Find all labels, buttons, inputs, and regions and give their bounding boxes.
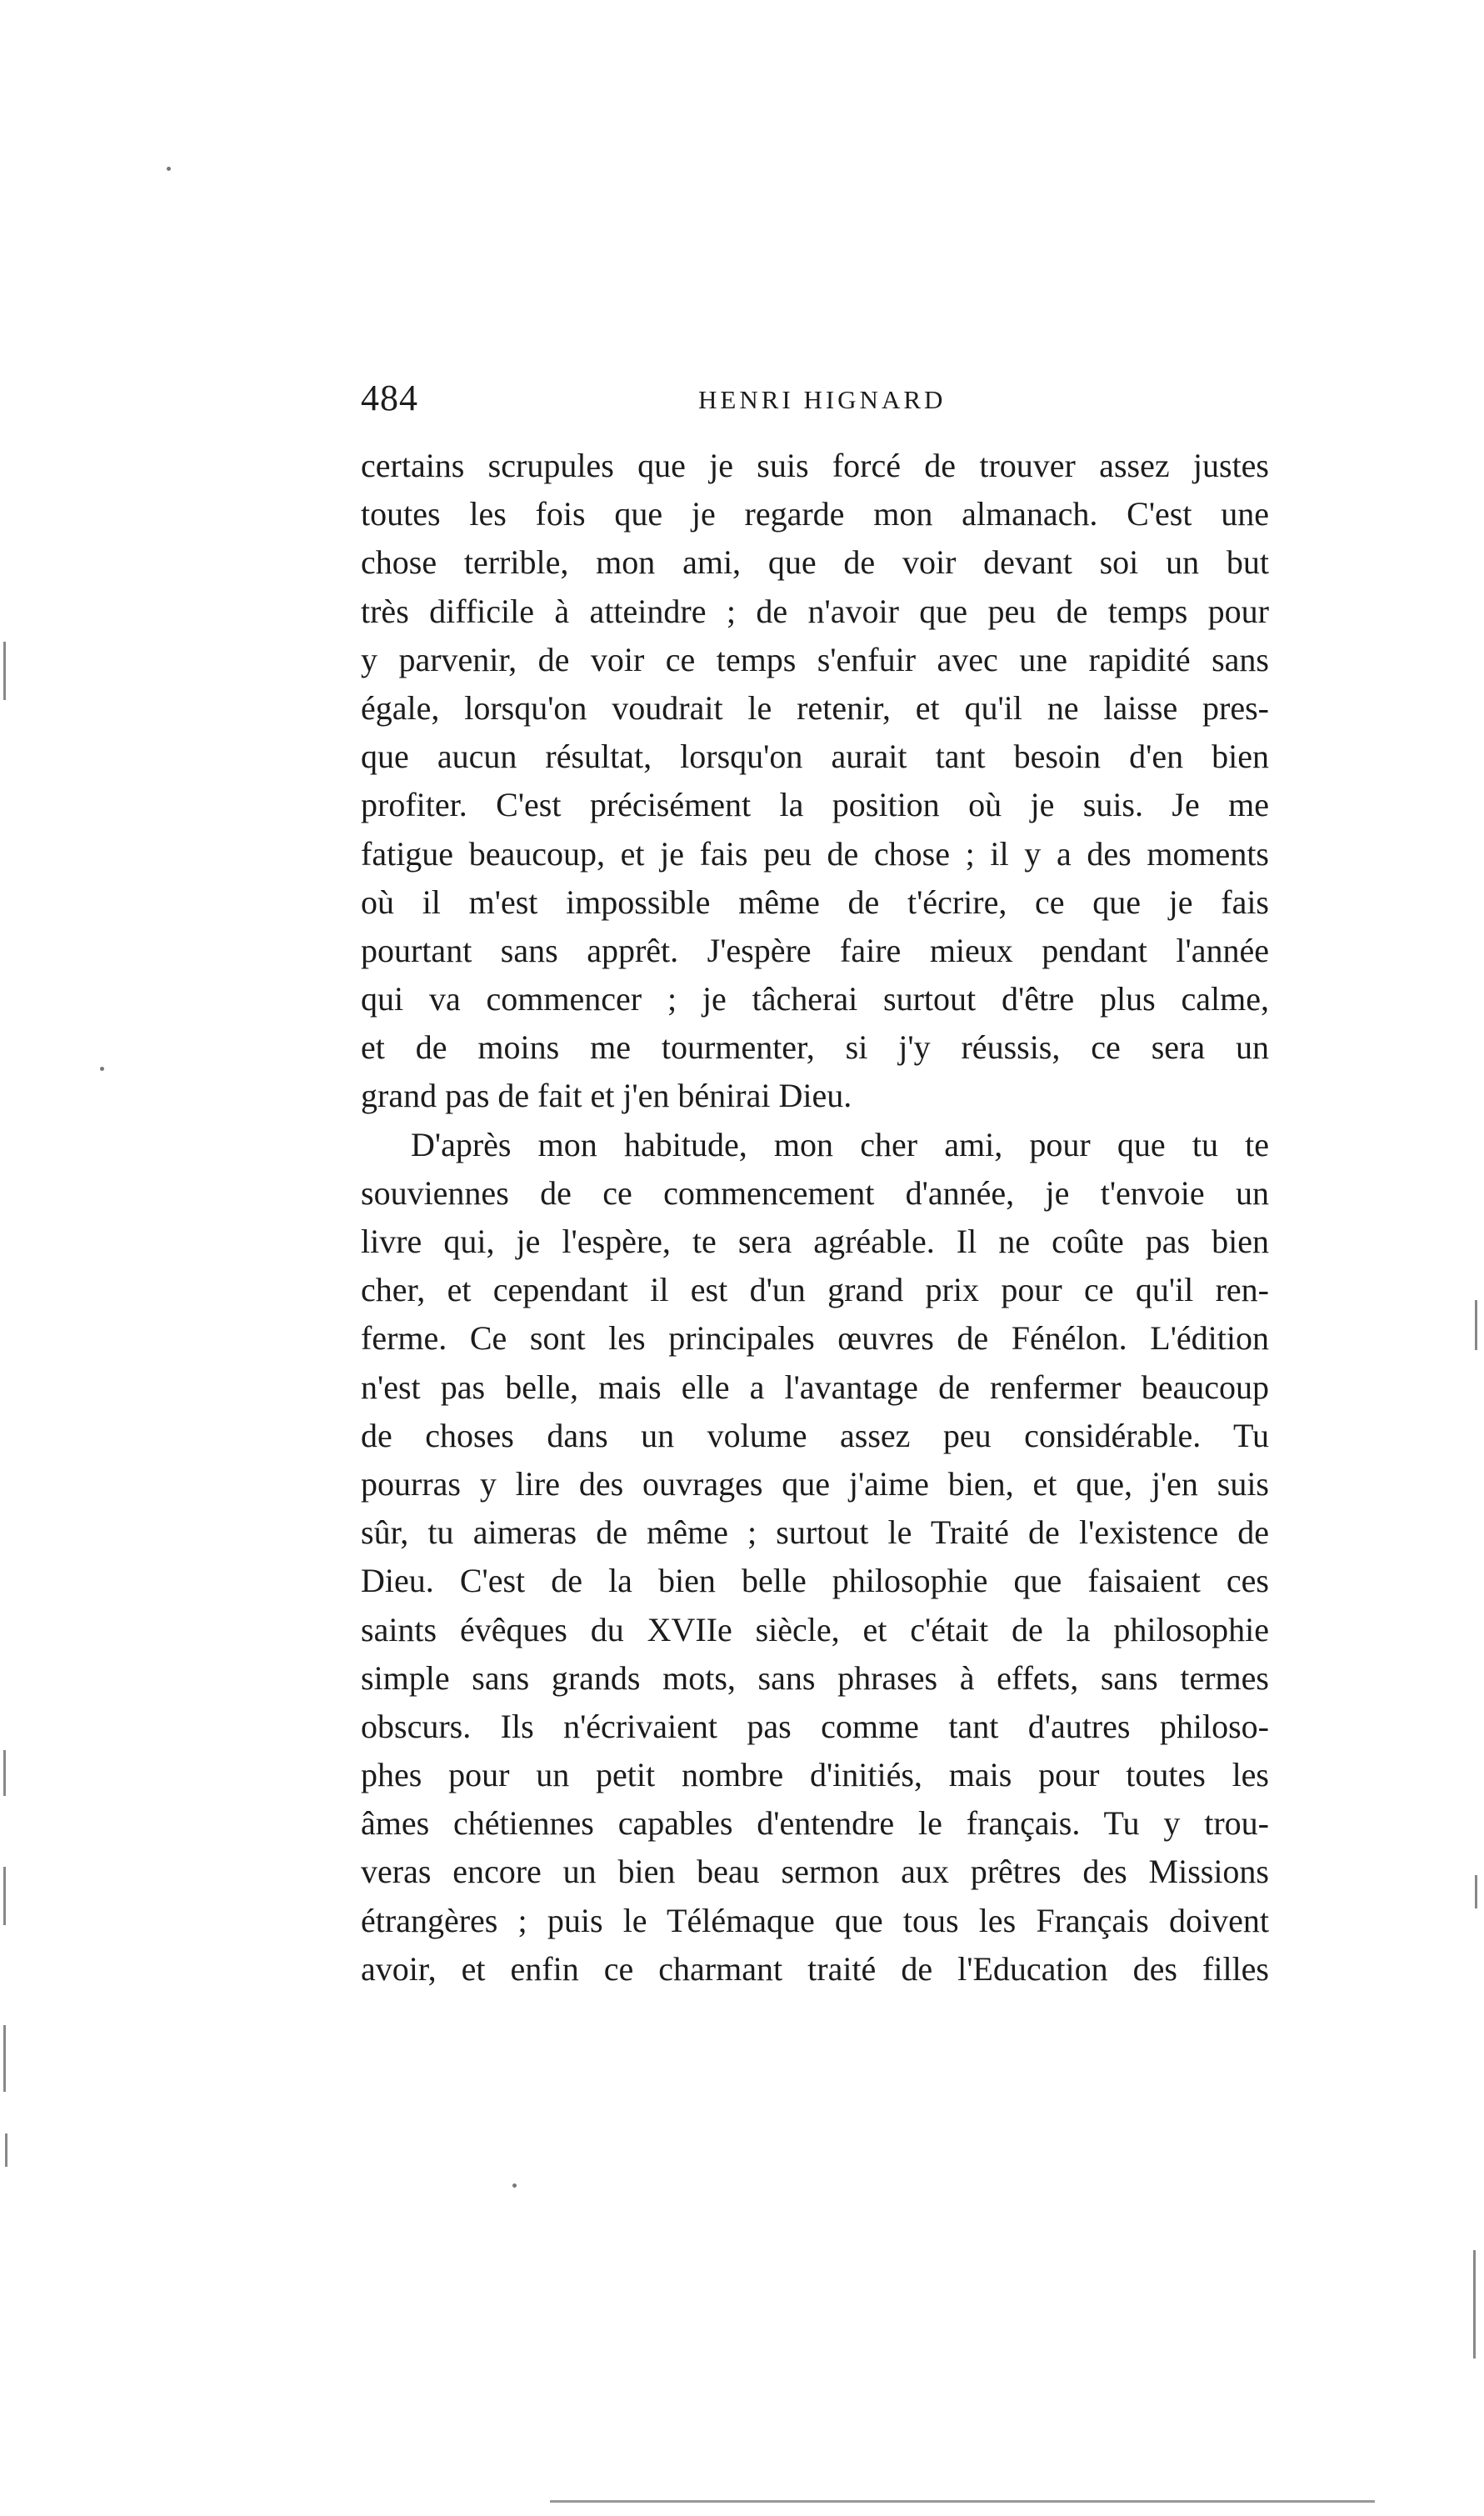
text-line: profiter. C'est précisément la position où je suis. Je me — [361, 786, 1269, 824]
text-line: Dieu. C'est de la bien belle philosophie que faisaient ces — [361, 1562, 1269, 1600]
text-line: livre qui, je l'espère, te sera agréable. Il ne coûte pas bien — [361, 1223, 1269, 1260]
text-line: de choses dans un volume assez peu considérable. Tu — [361, 1416, 1269, 1454]
text-line: n'est pas belle, mais elle a l'avantage de renfermer beaucoup — [361, 1368, 1269, 1406]
scan-mark — [1475, 1300, 1477, 1350]
text-line: phes pour un petit nombre d'initiés, mais pour toutes les — [361, 1756, 1269, 1794]
text-line: chose terrible, mon ami, que de voir devant soi un but — [361, 543, 1269, 582]
text-line: D'après mon habitude, mon cher ami, pour que tu te — [411, 1125, 1269, 1163]
text-line: pourras y lire des ouvrages que j'aime bien, et que, j'en suis — [361, 1464, 1269, 1503]
text-line: sûr, tu aimeras de même ; surtout le Traité de l'existence de — [361, 1513, 1269, 1552]
text-line: égale, lorsqu'on voudrait le retenir, et qu'il ne laisse pres- — [361, 688, 1269, 727]
scan-speck — [100, 1067, 104, 1071]
scan-speck — [512, 2183, 517, 2188]
text-line: qui va commencer ; je tâcherai surtout d'être plus calme, — [361, 980, 1269, 1018]
text-line: souviennes de ce commencement d'année, je t'envoie un — [361, 1173, 1269, 1212]
scan-speck — [167, 167, 171, 171]
text-line: que aucun résultat, lorsqu'on aurait tant besoin d'en bien — [361, 738, 1269, 776]
page-bottom-rule — [550, 2500, 1375, 2503]
text-line: étrangères ; puis le Télémaque que tous les Français doivent — [361, 1901, 1269, 1939]
scan-mark — [5, 2133, 7, 2167]
scan-mark — [3, 1750, 6, 1796]
text-line: avoir, et enfin ce charmant traité de l'Education des filles — [361, 1949, 1269, 1988]
text-line: âmes chétiennes capables d'entendre le français. Tu y trou- — [361, 1804, 1269, 1843]
text-line: simple sans grands mots, sans phrases à effets, sans termes — [361, 1658, 1269, 1697]
text-line: certains scrupules que je suis forcé de trouver assez justes — [361, 447, 1269, 484]
text-line: fatigue beaucoup, et je fais peu de chose ; il y a des moments — [361, 834, 1269, 873]
scan-mark — [3, 1867, 6, 1925]
text-line: saints évêques du XVIIe siècle, et c'était de la philosophie — [361, 1610, 1269, 1648]
text-line: ferme. Ce sont les principales œuvres de Fénélon. L'édition — [361, 1319, 1269, 1358]
body-text — [361, 442, 1269, 1993]
text-line: veras encore un bien beau sermon aux prêtres des Missions — [361, 1853, 1269, 1891]
text-line: pourtant sans apprêt. J'espère faire mieux pendant l'année — [361, 931, 1269, 969]
scan-mark — [3, 2025, 6, 2092]
scan-mark — [1473, 2250, 1476, 2358]
text-line: très difficile à atteindre ; de n'avoir que peu de temps pour — [361, 592, 1269, 630]
page-header — [361, 377, 1269, 427]
running-head: HENRI HIGNARD — [698, 385, 947, 414]
scan-mark — [1475, 1875, 1477, 1908]
text-line: où il m'est impossible même de t'écrire, ce que je fais — [361, 883, 1269, 921]
scan-mark — [3, 642, 6, 700]
text-line: cher, et cependant il est d'un grand prix pour ce qu'il ren- — [361, 1271, 1269, 1309]
page-number: 484 — [361, 378, 418, 418]
text-line: toutes les fois que je regarde mon almanach. C'est une — [361, 495, 1269, 533]
text-line: grand pas de fait et j'en bénirai Dieu. — [361, 1077, 852, 1115]
text-line: et de moins me tourmenter, si j'y réussis, ce sera un — [361, 1028, 1269, 1067]
text-line: y parvenir, de voir ce temps s'enfuir avec une rapidité sans — [361, 640, 1269, 678]
text-line: obscurs. Ils n'écrivaient pas comme tant d'autres philoso- — [361, 1707, 1269, 1745]
